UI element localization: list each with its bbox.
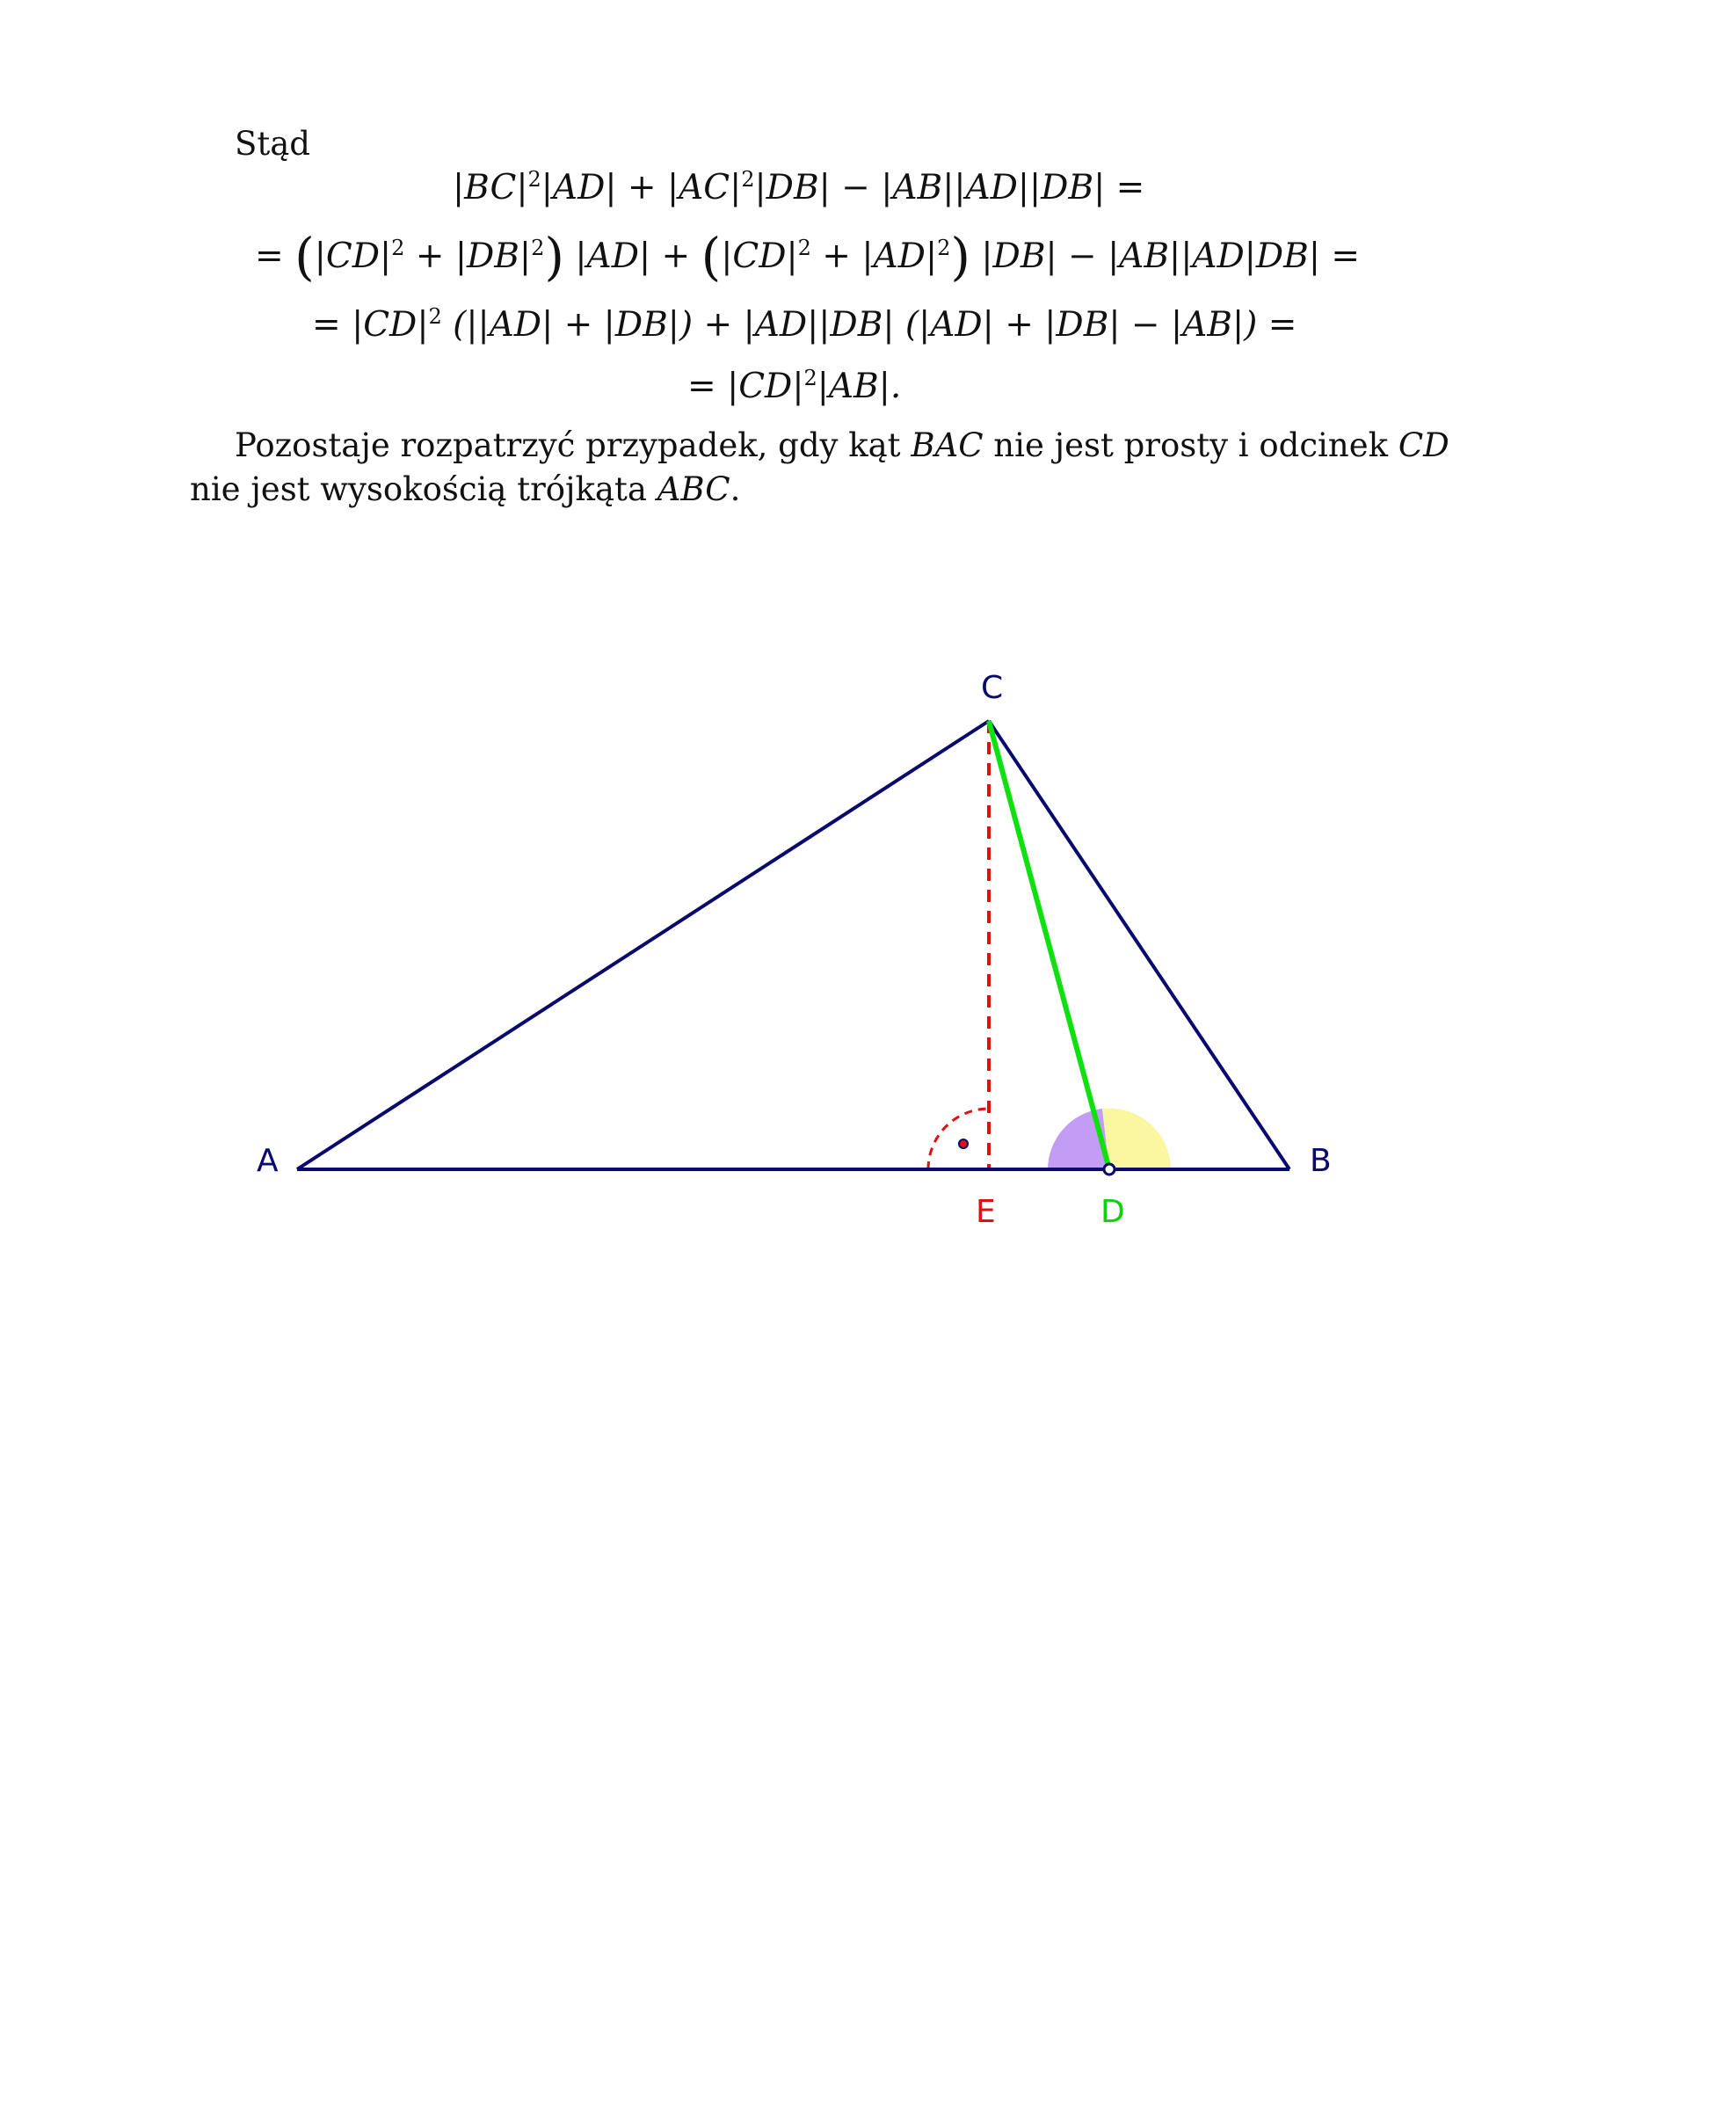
eq2-paren-close-1: ) bbox=[544, 227, 564, 287]
label-a: A bbox=[257, 1143, 279, 1179]
eq2-lead: = bbox=[255, 236, 295, 276]
side-bc bbox=[989, 721, 1289, 1169]
eq3-lead: = |CD| bbox=[312, 305, 429, 345]
eq1-term-a: |BC| bbox=[453, 168, 528, 207]
para-l1-c: nie jest prosty i odcinek bbox=[983, 426, 1398, 464]
eq2-p2-a-exp: 2 bbox=[797, 236, 811, 260]
label-b: B bbox=[1310, 1143, 1332, 1179]
eq2-tail: |DB| − |AB||AD|DB| = bbox=[970, 236, 1361, 276]
eq1-term-c: |DB| − |AB||AD||DB| = bbox=[754, 168, 1145, 207]
eq4-lead: = |CD| bbox=[687, 367, 804, 406]
para-l2-c: . bbox=[730, 470, 741, 508]
eq4-rest: |AB|. bbox=[817, 367, 902, 406]
label-e: E bbox=[976, 1194, 996, 1230]
eq2-mid: |AD| + bbox=[564, 236, 701, 276]
para-l2-b: ABC bbox=[657, 470, 730, 508]
eq2-p2-b: + |AD| bbox=[810, 236, 938, 276]
angle-sector-right bbox=[1102, 1109, 1171, 1169]
eq3-lead-exp: 2 bbox=[428, 304, 442, 329]
eq4-lead-exp: 2 bbox=[803, 366, 817, 390]
eq2-p1-a: |CD| bbox=[314, 236, 392, 276]
para-l1-a: Pozostaje rozpatrzyć przypadek, gdy kąt bbox=[235, 426, 912, 464]
eq2-p2-a: |CD| bbox=[721, 236, 798, 276]
eq1-exp-b: 2 bbox=[741, 167, 755, 192]
side-ac bbox=[297, 721, 989, 1169]
eq3-rest: (||AD| + |DB|) + |AD||DB| (|AD| + |DB| − |AB|) = bbox=[441, 305, 1297, 345]
label-d: D bbox=[1100, 1194, 1125, 1230]
segment-cd bbox=[989, 721, 1109, 1169]
para-l1-d: CD bbox=[1398, 426, 1449, 464]
eq2-p1-b: + |DB| bbox=[404, 236, 532, 276]
eq2-p1-b-exp: 2 bbox=[531, 236, 545, 260]
eq2-p2-b-exp: 2 bbox=[937, 236, 951, 260]
eq2-paren-open-1: ( bbox=[294, 227, 315, 287]
intro-word: Stąd bbox=[235, 125, 310, 163]
eq2-paren-open-2: ( bbox=[701, 227, 722, 287]
para-l1-b: BAC bbox=[911, 426, 984, 464]
eq1-exp-a: 2 bbox=[527, 167, 541, 192]
right-angle-marker bbox=[928, 1109, 989, 1169]
point-d bbox=[1104, 1164, 1115, 1175]
eq2-p1-a-exp: 2 bbox=[391, 236, 405, 260]
eq2-paren-close-2: ) bbox=[950, 227, 971, 287]
label-c: C bbox=[981, 670, 1004, 706]
para-l2-a: nie jest wysokością trójkąta bbox=[190, 470, 657, 508]
right-angle-dot bbox=[959, 1139, 968, 1148]
eq1-term-b: |AD| + |AC| bbox=[541, 168, 742, 207]
